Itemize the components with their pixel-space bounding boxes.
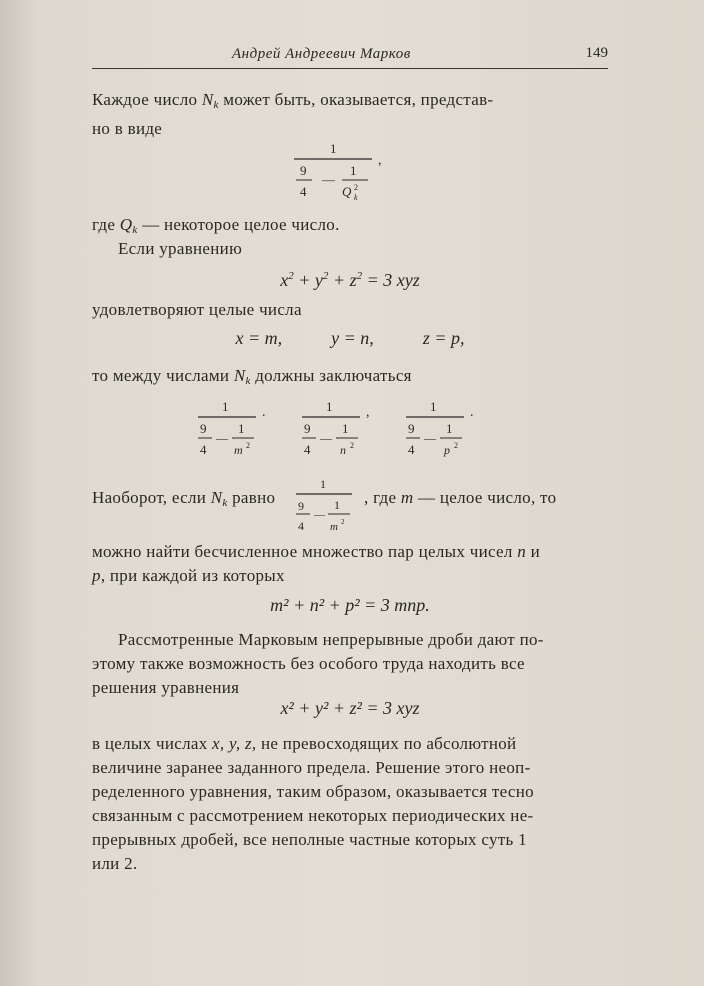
- svg-text:n: n: [340, 443, 346, 457]
- equation-markov-xyz-1: $x^2 + y^2 + z^2 = 3$ xyz: [280, 270, 420, 290]
- svg-text:4: 4: [298, 519, 304, 533]
- svg-text:4: 4: [200, 442, 207, 457]
- svg-text:Q: Q: [342, 184, 352, 199]
- svg-text:9: 9: [408, 421, 415, 436]
- paragraph-conversely-tail: , где m — целое число, то: [364, 488, 557, 507]
- equation-markov-xyz-2: x² + y² + z² = 3 xyz: [280, 698, 420, 718]
- svg-text:1: 1: [446, 421, 453, 436]
- svg-text:1: 1: [330, 141, 337, 156]
- svg-text:1: 1: [326, 399, 333, 414]
- svg-text:4: 4: [300, 184, 307, 199]
- svg-text:1: 1: [430, 399, 437, 414]
- paragraph-infinite-pairs: можно найти бесчисленное множество пар целых чисел n и p, при каждой из которых: [92, 542, 540, 585]
- svg-text:1: 1: [342, 421, 349, 436]
- paragraph-between-numbers: то между числами $N_k$ должны заключаться: [92, 366, 412, 387]
- svg-text:9: 9: [300, 163, 307, 178]
- svg-text:—: —: [424, 431, 436, 445]
- svg-text:9: 9: [304, 421, 311, 436]
- svg-text:k: k: [354, 193, 358, 202]
- page-header: [92, 42, 608, 69]
- equation-markov-mnp: m² + n² + p² = 3 mnp.: [270, 595, 430, 615]
- running-title: Андрей Андреевич Марков: [232, 46, 411, 62]
- fraction-p: [404, 398, 484, 458]
- paragraph-intro: Каждое число $N_k$ может быть, оказывается, представ- но в виде: [92, 90, 494, 138]
- svg-text:4: 4: [304, 442, 311, 457]
- fraction-main: [290, 140, 390, 202]
- svg-text:p: p: [444, 443, 450, 457]
- page-number: 149: [585, 45, 608, 61]
- svg-text:9: 9: [298, 499, 304, 513]
- paragraph-q-definition: где $Q_k$ — некоторое целое число.: [92, 215, 340, 236]
- paragraph-integer-solutions: в целых числах x, y, z, не превосходящих по абсолютной величине заранее заданного предела. Решение этого неоп- ределенного уравнения, таким образом, оказывается тесно связанным с рассмотрением некоторых периодических не- прерывных дробей, все неполные частные которых суть 1 или 2.: [92, 734, 534, 873]
- svg-text:2: 2: [454, 441, 458, 450]
- svg-text:4: 4: [408, 442, 415, 457]
- fraction-inline-m: [294, 476, 358, 536]
- paragraph-if-equation: Если уравнению: [118, 239, 243, 258]
- svg-text:2: 2: [341, 518, 345, 526]
- svg-text:—: —: [322, 172, 335, 187]
- paragraph-conversely: Наоборот, если $N_k$ равно: [92, 488, 276, 509]
- svg-text:1: 1: [320, 477, 326, 491]
- paragraph-integers-satisfy: удовлетворяют целые числа: [92, 300, 302, 319]
- fraction-m: [196, 398, 276, 458]
- svg-text:2: 2: [246, 441, 250, 450]
- svg-text:1: 1: [334, 498, 340, 512]
- svg-text:.: .: [262, 405, 266, 420]
- svg-text:9: 9: [200, 421, 207, 436]
- svg-text:1: 1: [222, 399, 229, 414]
- svg-text:—: —: [314, 509, 325, 521]
- svg-text:,: ,: [366, 405, 370, 420]
- svg-text:—: —: [216, 431, 228, 445]
- paragraph-markov-fractions: Рассмотренные Марковым непрерывные дроби дают по- этому также возможность без особого труда находить все решения уравнения: [92, 630, 544, 697]
- svg-text:1: 1: [350, 163, 357, 178]
- svg-text:2: 2: [354, 183, 358, 192]
- svg-text:.: .: [470, 405, 474, 420]
- svg-text:m: m: [330, 521, 338, 533]
- equation-assignments: x = m, y = n, z = p,: [235, 328, 465, 348]
- svg-text:,: ,: [378, 153, 382, 168]
- svg-text:—: —: [320, 431, 332, 445]
- svg-text:1: 1: [238, 421, 245, 436]
- svg-text:2: 2: [350, 441, 354, 450]
- svg-text:m: m: [234, 443, 243, 457]
- fraction-n: [300, 398, 380, 458]
